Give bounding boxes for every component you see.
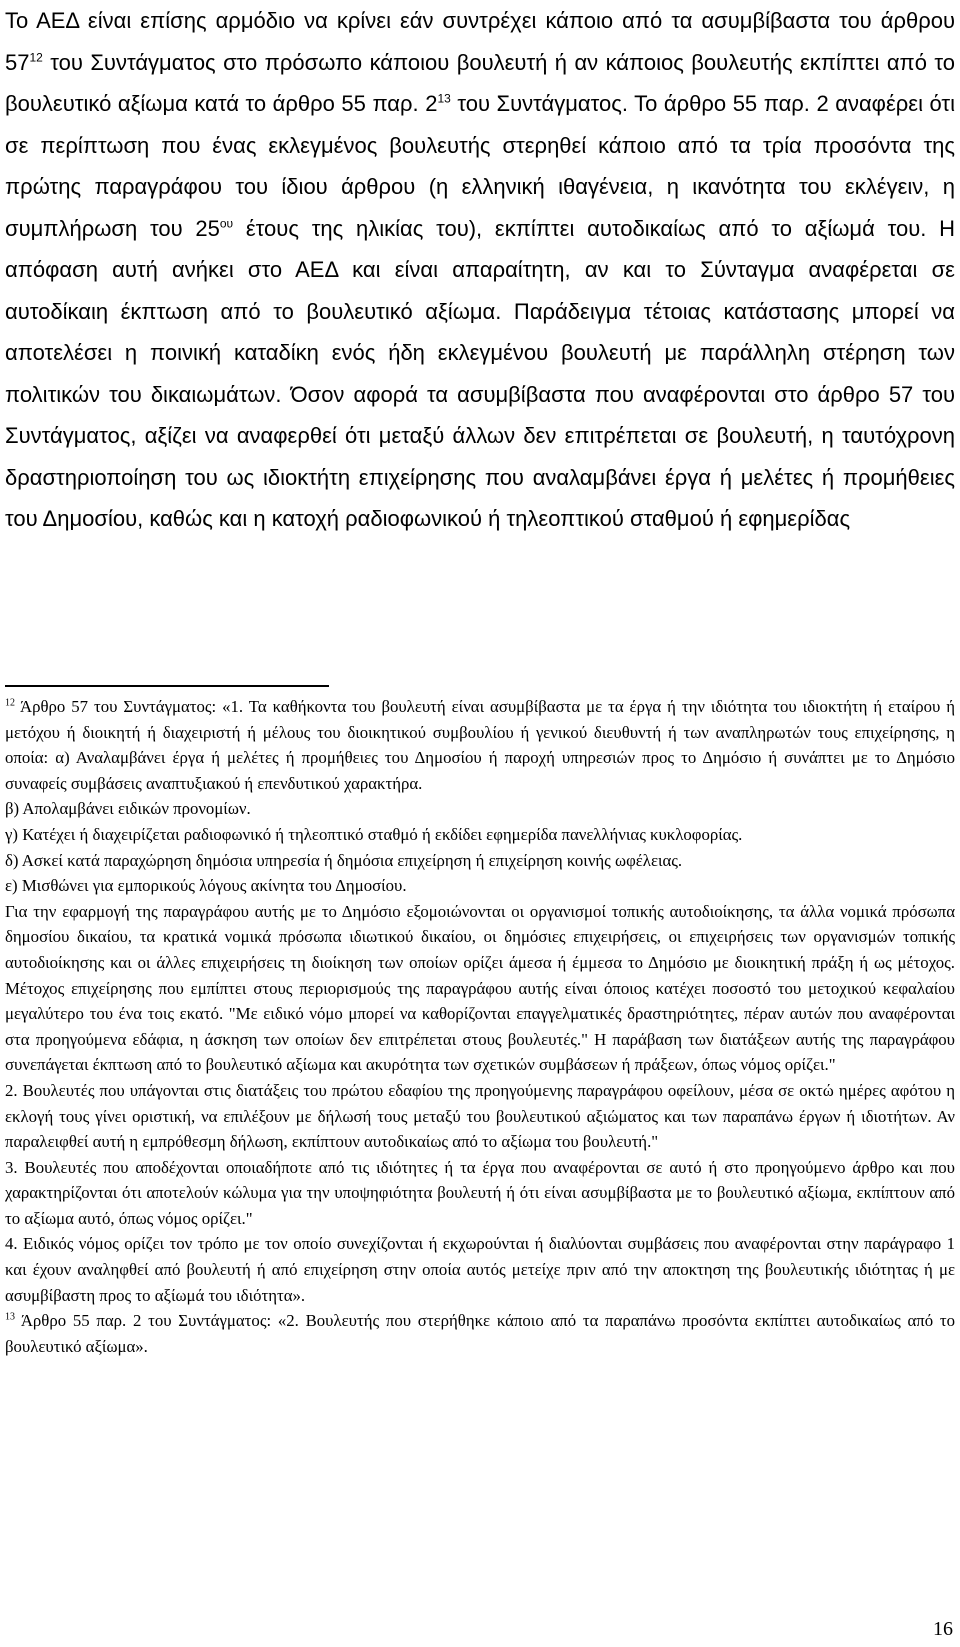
body-text: Το ΑΕΔ είναι επίσης αρμόδιο να κρίνει εάν συντρέχει κάποιο από τα ασυμβίβαστα του άρθρου 57 [5,8,955,75]
footnote-12-text: Άρθρο 57 του Συντάγματος: «1. Τα καθήκοντα του βουλευτή είναι ασυμβίβαστα με τα έργα ή την ιδιότητα του ιδιοκτήτη ή εταίρου ή μετόχου ή διοικητή ή διαχειριστή ή μέλους του διοικητικού συμβουλίου ή γενικού διευθυντή ή των αναπληρωτών τους επιχείρησης, η οποία: α) Αναλαμβάνει έργα ή μελέτες ή προμήθειες του Δημοσίου ή παροχή υπηρεσιών προς το Δημόσιο ή συνάπτει με το Δημόσιο συναφείς συμβάσεις αναπτυξιακού ή επενδυτικού χαρακτήρα. [5,697,955,793]
body-text: του Συντάγματος στο πρόσωπο κάποιου βουλευτή ή αν κάποιος βουλευτής εκπίπτει από το βουλευτικό αξίωμα κατά το άρθρο 55 παρ. 2 [5,49,955,116]
footnote-12-paragraph-3: 3. Βουλευτές που αποδέχονται οποιαδήποτε από τις ιδιότητες ή τα έργα που αναφέρονται σε αυτό ή στο προηγούμενο άρθρο και που χαρακτηρίζονται ότι αποτελούν κώλυμα για την υποψηφιότητα βουλευτή ή ότι είναι ασυμβίβαστα με το βουλευτικό αξίωμα, εκπίπτουν από το αξίωμα αυτό, όπως νόμος ορίζει." [5,1157,955,1228]
footnote-ref-13[interactable]: 13 [437,91,451,106]
footnotes-section [5,694,955,1359]
footnote-13-text: Άρθρο 55 παρ. 2 του Συντάγματος: «2. Βουλευτής που στερήθηκε κάποιο από τα παραπάνω προσόντα εκπίπτει αυτοδικαίως από το βουλευτικό αξίωμα». [5,1311,955,1356]
body-paragraph [5,0,955,540]
footnote-13 [5,1308,955,1359]
footnote-marker-12: 12 [5,697,15,709]
footnote-12-item-c: γ) Κατέχει ή διαχειρίζεται ραδιοφωνικό ή τηλεοπτικό σταθμό ή εκδίδει εφημερίδα πανελλήνιας κυκλοφορίας. [5,824,743,844]
footnote-12-item-e: ε) Μισθώνει για εμπορικούς λόγους ακίνητα του Δημοσίου. [5,876,407,896]
footnote-marker-13: 13 [5,1311,15,1323]
footnote-ref-12[interactable]: 12 [29,50,43,65]
body-text: του Συντάγματος. Το άρθρο 55 παρ. 2 αναφέρει ότι σε περίπτωση που ένας εκλεγμένος βουλευτής στερηθεί κάποιο από τα τρία προσόντα της πρώτης παραγράφου του ίδιου άρθρου (η ελληνική ιθαγένεια, η ικανότητα του εκλέγειν, η συμπλήρωση του 25 [5,91,956,241]
ordinal-suffix: ου [219,216,234,231]
body-text: έτους της ηλικίας του), εκπίπτει αυτοδικαίως από το αξίωμά του. Η απόφαση αυτή ανήκει στο ΑΕΔ και είναι απαραίτητη, αν και το Σύνταγμα αναφέρεται σε αυτοδίκαιη έκπτωση από το βουλευτικό αξίωμα. Παράδειγμα τέτοιας κατάστασης μπορεί να αποτελέσει η ποινική καταδίκη ενός ήδη εκλεγμένου βουλευτή με παράλληλη στέρηση των πολιτικών του δικαιωμάτων. Όσον αφορά τα ασυμβίβαστα που αναφέρονται στο άρθρο 57 του Συντάγματος, αξίζει να αναφερθεί ότι μεταξύ άλλων δεν επιτρέπεται σε βουλευτή, η ταυτόχρονη δραστηριοποίηση του ως ιδιοκτήτη επιχείρησης που αναλαμβάνει έργα ή μελέτες ή προμήθειες του Δημοσίου, καθώς και η κατοχή ραδιοφωνικού ή τηλεοπτικού σταθμού ή εφημερίδας [5,215,955,531]
footnote-12 [5,694,955,796]
footnote-12-paragraph-4: 4. Ειδικός νόμος ορίζει τον τρόπο με τον οποίο συνεχίζονται ή εκχωρούνται ή διαλύονται συμβάσεις που αναφέρονται στην παράγραφο 1 και έχουν αναληφθεί από βουλευτή ή από επιχείρηση στην οποία αυτός μετείχε πριν από την αποκτηση της βουλευτικής ιδιότητας ή με ασυμβίβαστη προς το αξίωμά του ιδιότητα». [5,1234,955,1305]
footnote-divider [5,685,329,687]
footnote-12-paragraph: Για την εφαρμογή της παραγράφου αυτής με το Δημόσιο εξομοιώνονται οι οργανισμοί τοπικής αυτοδιοίκησης, τα άλλα νομικά πρόσωπα δημοσίου δικαίου, τα κρατικά νομικά πρόσωπα ιδιωτικού δικαίου, οι δημόσιες επιχειρήσεις, οι επιχειρήσεις των οργανισμών τοπικής αυτοδιοίκησης και οι άλλες επιχειρήσεις τη διοίκηση των οποίων ορίζει άμεσα ή έμμεσα το Δημόσιο με διοικητική πράξη ή ως μέτοχος. Μέτοχος επιχείρησης που εμπίπτει στους περιορισμούς της παραγράφου αυτής είναι όποιος κατέχει ποσοστό του μετοχικού κεφαλαίου μεγαλύτερο του ένα τοις εκατό. "Με ειδικό νόμο μπορεί να καθορίζονται επαγγελματικές δραστηριότητες, πέραν αυτών που αναφέρονται στα προηγούμενα εδάφια, η άσκηση των οποίων δεν επιτρέπεται στους βουλευτές." Η παράβαση των διατάξεων αυτής της παραγράφου συνεπάγεται έκπτωση από το βουλευτικό αξίωμα και ακυρότητα των σχετικών συμβάσεων ή πράξεων, όπως νόμος ορίζει." [5,901,955,1075]
page-number: 16 [933,1618,953,1640]
footnote-12-item-b: β) Απολαμβάνει ειδικών προνομίων. [5,799,251,819]
footnote-12-paragraph-2: 2. Βουλευτές που υπάγονται στις διατάξεις του πρώτου εδαφίου της προηγούμενης παραγράφου οφείλουν, μέσα σε οκτώ ημέρες αφότου η εκλογή τους γίνει οριστική, να επιλέξουν με δήλωσή τους μεταξύ του βουλευτικού αξιώματος και των παραπάνω έργων ή ιδιοτήτων. Αν παραλειφθεί αυτή η εμπρόθεσμη δήλωση, εκπίπτουν αυτοδικαίως από το αξίωμα του βουλευτή." [5,1080,955,1152]
footnote-12-item-d: δ) Ασκεί κατά παραχώρηση δημόσια υπηρεσία ή δημόσια επιχείρηση ή επιχείρηση κοινής ωφέλειας. [5,850,683,870]
